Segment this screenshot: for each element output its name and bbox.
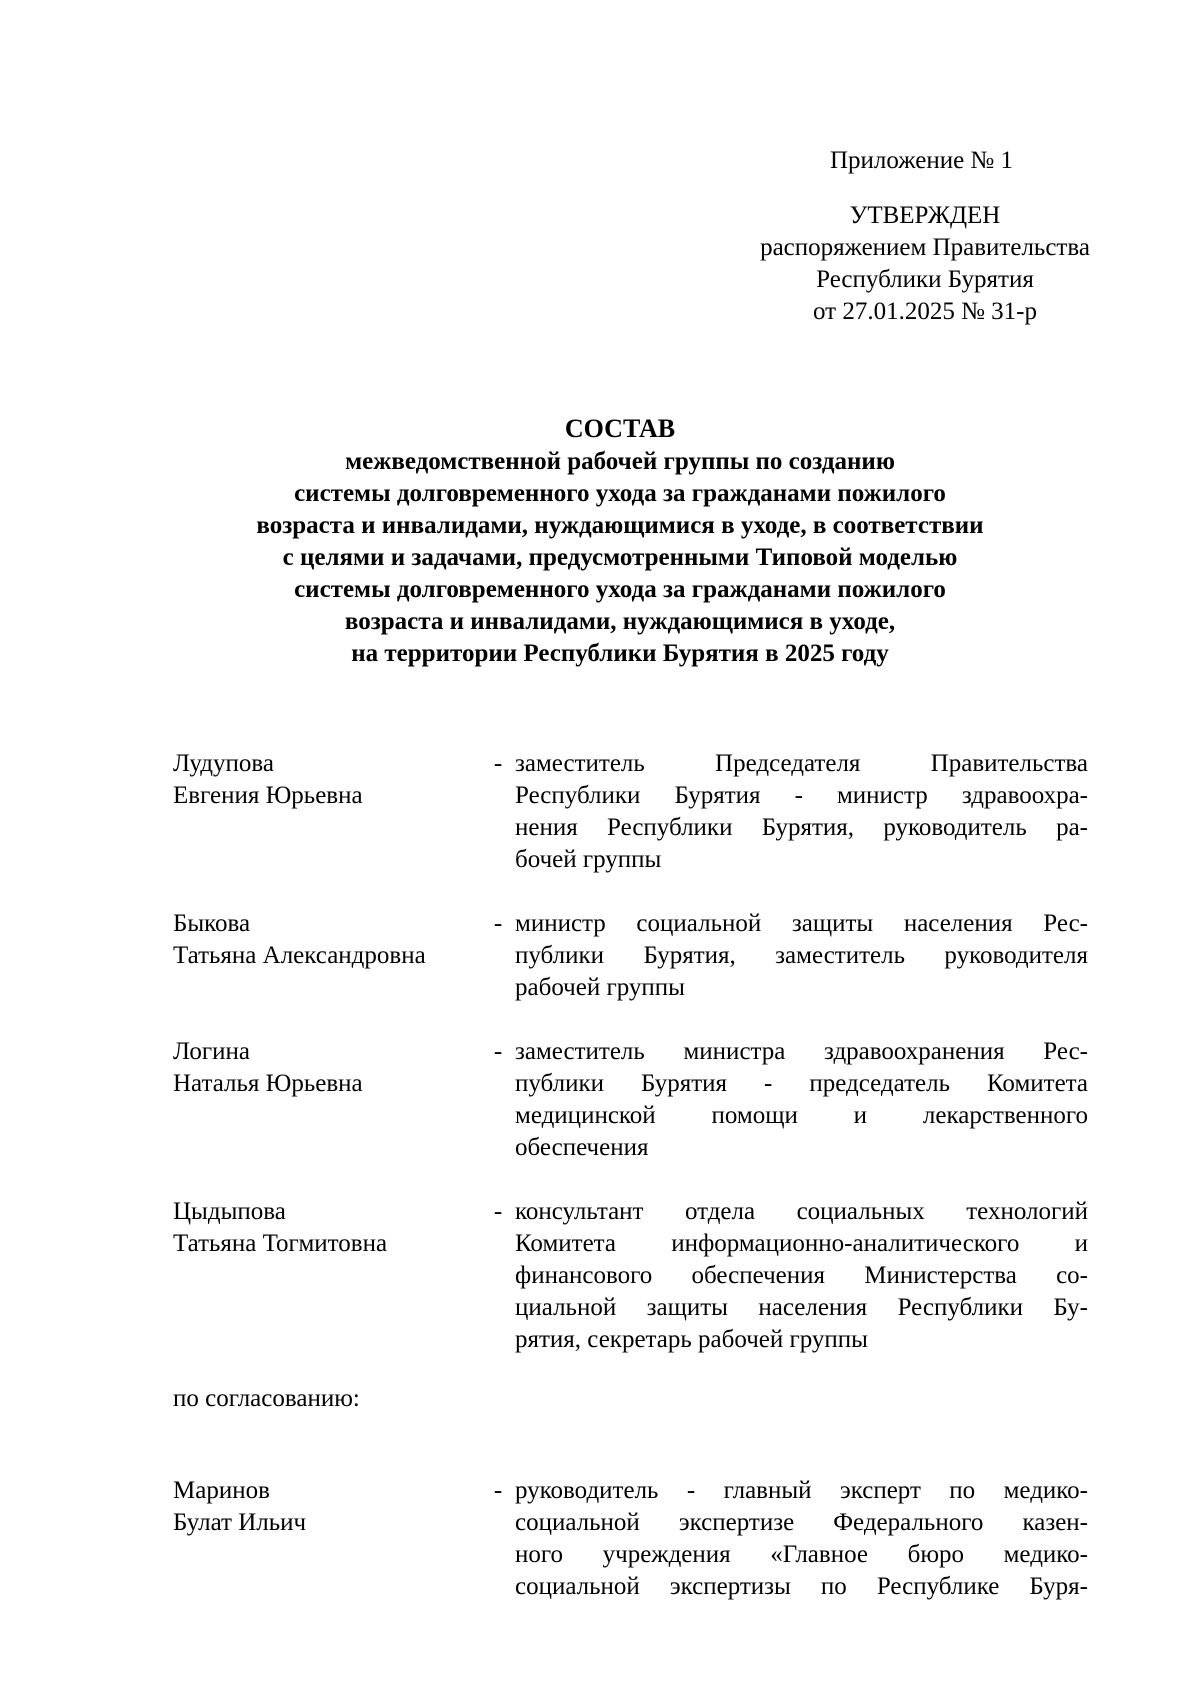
subtitle-line: возраста и инвалидами, нуждающимися в уходе,: [344, 608, 896, 635]
member-surname: Лудупова: [173, 750, 274, 777]
approval-line: распоряжением Правительства: [760, 234, 1090, 261]
role-line: заместитель Председателя Правительства: [515, 750, 1088, 777]
role-line: медицинской помощи и лекарственного: [515, 1102, 1088, 1129]
role-line: рабочей группы: [515, 974, 685, 1001]
member-name: [173, 748, 483, 876]
document-title: СОСТАВ: [564, 414, 676, 443]
member-dash: -: [493, 1198, 503, 1225]
member-role: [513, 748, 1088, 876]
role-line: публики Бурятия - председатель Комитета: [515, 1070, 1088, 1097]
member-given-name: Наталья Юрьевна: [173, 1070, 363, 1097]
role-line: публики Бурятия, заместитель руководителя: [515, 942, 1088, 969]
role-line: бочей группы: [515, 846, 662, 873]
member-dash: -: [493, 1477, 503, 1504]
subtitle-line: межведомственной рабочей группы по созданию: [345, 448, 895, 475]
member-surname: Маринов: [173, 1477, 270, 1504]
member-surname: Цыдыпова: [173, 1198, 286, 1225]
role-line: заместитель министра здравоохранения Рес-: [515, 1038, 1088, 1065]
approval-line: УТВЕРЖДЕН: [849, 202, 1001, 229]
role-line: циальной защиты населения Республики Бу-: [515, 1294, 1088, 1321]
member-entry: [173, 1475, 1088, 1603]
approval-line: Республики Бурятия: [816, 266, 1034, 293]
role-line: Республики Бурятия - министр здравоохра-: [515, 782, 1088, 809]
member-name: [173, 908, 483, 1004]
role-line: министр социальной защиты населения Рес-: [515, 910, 1088, 937]
role-line: рятия, секретарь рабочей группы: [515, 1326, 868, 1353]
approval-stamp-block: [760, 200, 1090, 328]
members-list: [173, 748, 1088, 1388]
annex-number: Приложение № 1: [830, 147, 1014, 174]
role-line: финансового обеспечения Министерства со-: [515, 1262, 1088, 1289]
member-role: [513, 908, 1088, 1004]
document-heading: [160, 412, 1080, 670]
role-line: ного учреждения «Главное бюро медико-: [515, 1541, 1088, 1568]
member-entry: [173, 1036, 1088, 1164]
role-line: руководитель - главный эксперт по медико-: [515, 1477, 1088, 1504]
member-entry: [173, 1196, 1088, 1356]
member-given-name: Татьяна Александровна: [173, 942, 426, 969]
role-line: социальной экспертизы по Республике Буря-: [515, 1573, 1088, 1600]
member-surname: Быкова: [173, 910, 251, 937]
member-role: [513, 1036, 1088, 1164]
agreement-label: по согласованию:: [173, 1385, 360, 1412]
member-dash: -: [493, 750, 503, 777]
subtitle-line: возраста и инвалидами, нуждающимися в уходе, в соответствии: [256, 512, 984, 539]
subtitle-line: с целями и задачами, предусмотренными Типовой моделью: [282, 544, 958, 571]
member-given-name: Евгения Юрьевна: [173, 782, 363, 809]
role-line: консультант отдела социальных технологий: [515, 1198, 1088, 1225]
member-name: [173, 1196, 483, 1356]
member-dash: -: [493, 1038, 503, 1065]
member-entry: [173, 748, 1088, 876]
role-line: Комитета информационно-аналитического и: [515, 1230, 1088, 1257]
role-line: нения Республики Бурятия, руководитель ра-: [515, 814, 1088, 841]
member-name: [173, 1036, 483, 1164]
member-name: [173, 1475, 483, 1603]
member-dash: -: [493, 910, 503, 937]
role-line: социальной экспертизе Федерального казен-: [515, 1509, 1088, 1536]
member-given-name: Татьяна Тогмитовна: [173, 1230, 388, 1257]
role-line: обеспечения: [515, 1134, 649, 1161]
approval-line: от 27.01.2025 № 31-р: [812, 298, 1038, 325]
subtitle-line: системы долговременного ухода за гражданами пожилого: [294, 576, 946, 603]
member-surname: Логина: [173, 1038, 250, 1065]
member-entry: [173, 908, 1088, 1004]
subtitle-line: системы долговременного ухода за гражданами пожилого: [294, 480, 946, 507]
member-given-name: Булат Ильич: [173, 1509, 307, 1536]
member-role: [513, 1475, 1088, 1603]
agreed-members-list: [173, 1475, 1088, 1635]
subtitle-line: на территории Республики Бурятия в 2025 году: [351, 640, 889, 667]
member-role: [513, 1196, 1088, 1356]
